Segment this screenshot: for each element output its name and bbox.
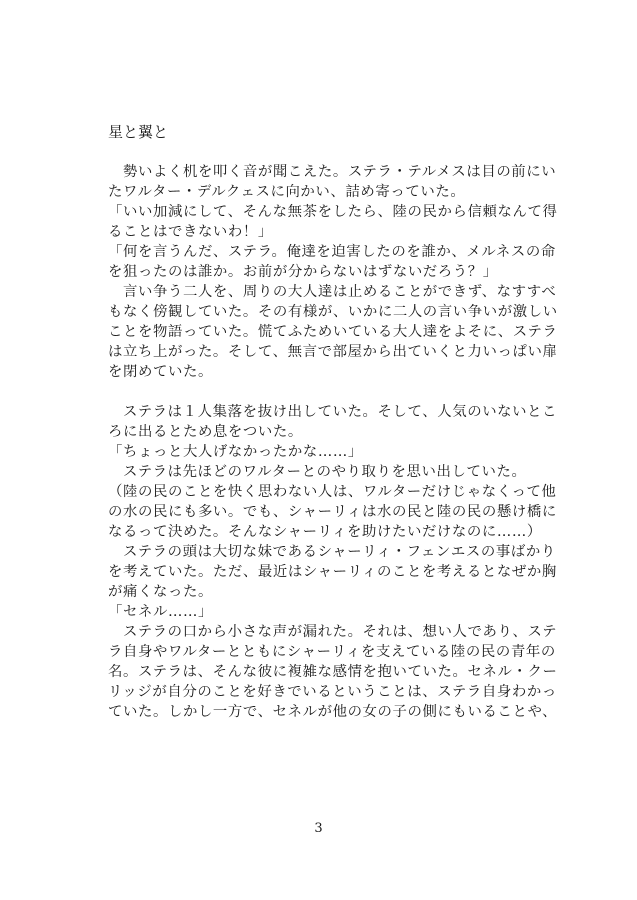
text-line: リッジが自分のことを好きでいるということは、ステラ自身わかっ <box>108 684 557 700</box>
text-line: ステラは先ほどのワルターとのやり取りを思い出していた。 <box>108 464 527 480</box>
text-line: 「何を言うんだ、ステラ。俺達を迫害したのを誰か、メルネスの命 <box>108 244 556 260</box>
text-line <box>108 382 548 402</box>
text-line: ステラは１人集落を抜け出していた。そして、人気のいないとこ <box>108 404 558 420</box>
text-line: 「ちょっと大人げなかったかな……」 <box>108 444 363 460</box>
text-line: ろに出るとため息をついた。 <box>108 424 303 440</box>
page-number: 3 <box>314 821 323 836</box>
text-line: ことを物語っていた。慌てふためいている大人達をよそに、ステラ <box>108 324 558 340</box>
text-line: 言い争う二人を、周りの大人達は止めることができず、なすすべ <box>108 284 557 300</box>
text-line: ることはできないわ！」 <box>108 224 273 240</box>
text-line: もなく傍観していた。その有様が、いかに二人の言い争いが激しい <box>108 304 558 320</box>
text-line: ていた。しかし一方で、セネルが他の女の子の側にもいることや、 <box>108 704 558 720</box>
text-line: を考えていた。ただ、最近はシャーリィのことを考えるとなぜか胸 <box>108 564 557 580</box>
text-line: 勢いよく机を叩く音が聞こえた。ステラ・テルメスは目の前にい <box>108 164 557 180</box>
text-line: ラ自身やワルターとともにシャーリィを支えている陸の民の青年の <box>108 644 556 660</box>
text-line: 名。ステラは、そんな彼に複雑な感情を抱いていた。セネル・クー <box>108 664 558 680</box>
text-line: を狙ったのは誰か。お前が分からないはずないだろう？」 <box>108 264 498 280</box>
text-line: 「いい加減にして、そんな無茶をしたら、陸の民から信頼なんて得 <box>108 204 558 220</box>
text-line: なるって決めた。そんなシャーリィを助けたいだけなのに……） <box>108 524 542 540</box>
body-text <box>108 162 558 722</box>
text-line: が痛くなった。 <box>108 584 213 600</box>
text-line: の水の民にも多い。でも、シャーリィは水の民と陸の民の懸け橋に <box>108 504 557 520</box>
text-line: たワルター・デルクェスに向かい、詰め寄っていた。 <box>108 184 466 200</box>
text-line: は立ち上がった。そして、無言で部屋から出ていくと力いっぱい扉 <box>108 344 558 360</box>
text-line: を閉めていた。 <box>108 364 213 380</box>
text-line: （陸の民のことを快く思わない人は、ワルターだけじゃなくって他 <box>108 484 557 500</box>
chapter-title: 星と翼と <box>108 123 169 141</box>
text-line: ステラの口から小さな声が漏れた。それは、想い人であり、ステ <box>108 624 558 640</box>
text-line: 「セネル……」 <box>108 604 213 620</box>
text-line: ステラの頭は大切な妹であるシャーリィ・フェンエスの事ばかり <box>108 544 556 560</box>
